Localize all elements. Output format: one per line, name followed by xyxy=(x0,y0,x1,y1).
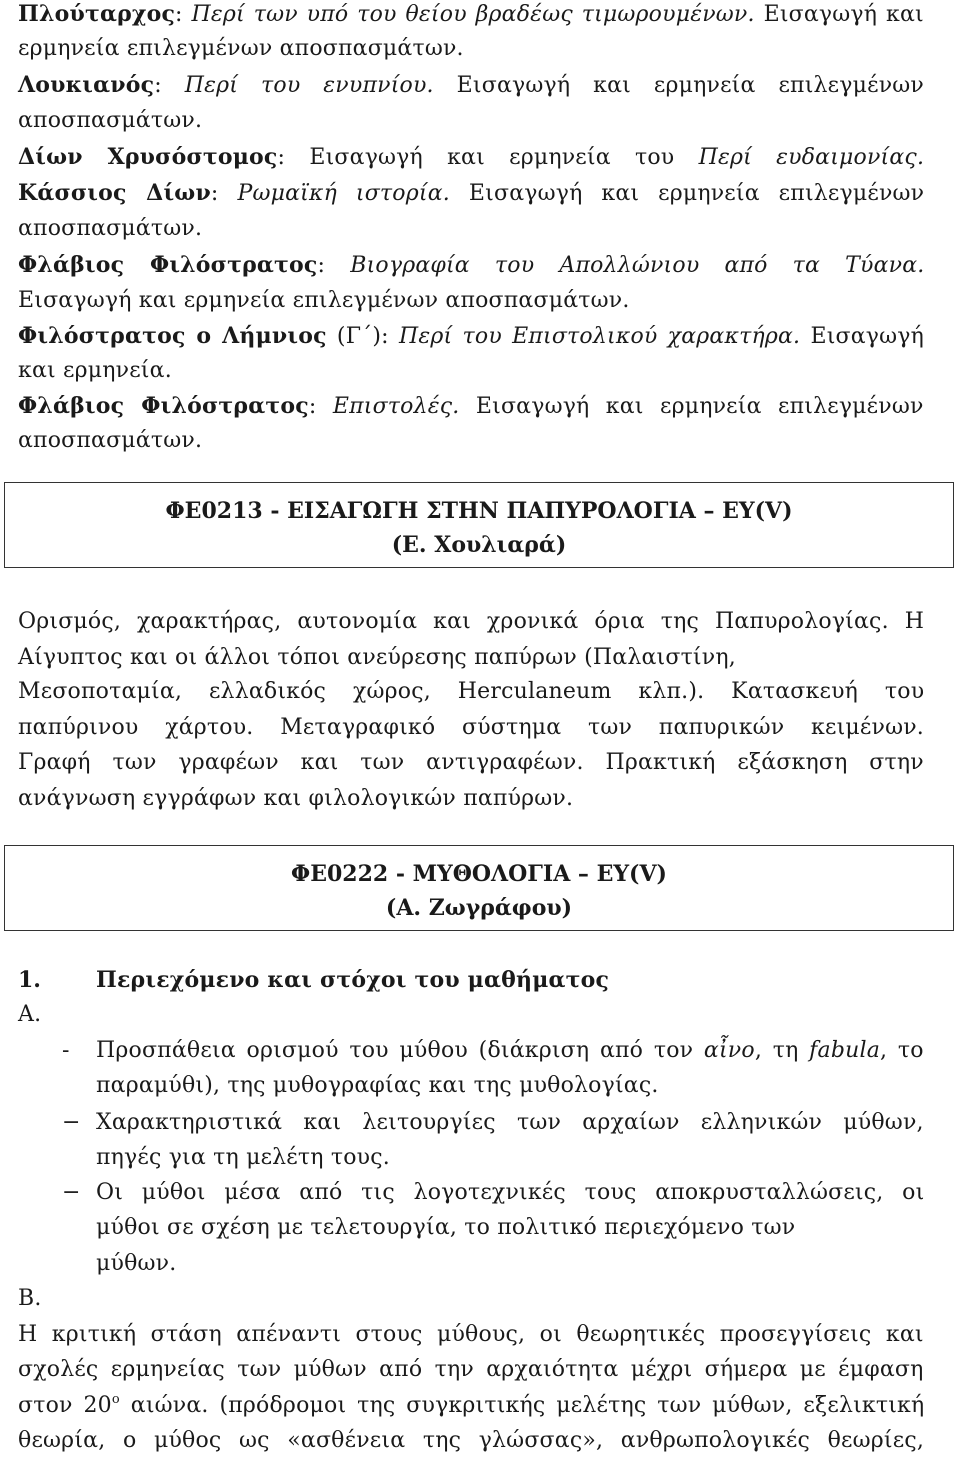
bullet-line xyxy=(96,1033,924,1069)
entry-line xyxy=(18,423,202,459)
bullet-dash: − xyxy=(62,1180,81,1205)
course-header-box xyxy=(4,482,954,568)
course-code-title: ΦΕ0213 - ΕΙΣΑΓΩΓΗ ΣΤΗΝ ΠΑΠΥΡΟΛΟΓΙΑ – ΕΥ(V) xyxy=(165,498,793,524)
course-description-line: Ορισμός, χαρακτήρας, αυτονομία και χρονικά όρια της Παπυρολογίας. Η xyxy=(18,609,925,634)
bullet-line: πηγές για τη μελέτη τους. xyxy=(96,1145,390,1170)
course-description-line: ανάγνωση εγγράφων και φιλολογικών παπύρων. xyxy=(18,786,574,811)
section-title: Περιεχόμενο και στόχοι του μαθήματος xyxy=(96,967,610,993)
ordinal-superscript: ο xyxy=(111,1392,120,1407)
entry-author: Φλάβιος Φιλόστρατος xyxy=(18,252,318,278)
course-description-line: Μεσοποταμία, ελλαδικός χώρος, Herculaneum κλπ.). Κατασκευή του xyxy=(18,679,925,704)
entry-author: Δίων Χρυσόστομος xyxy=(18,144,278,170)
paragraph-line: Η κριτική στάση απέναντι στους μύθους, οι θεωρητικές προσεγγίσεις και xyxy=(18,1322,924,1347)
entry-line xyxy=(18,103,202,139)
paragraph-text: αιώνα. (πρόδρομοι της συγκριτικής μελέτης των μύθων, εξελικτική xyxy=(119,1393,925,1418)
bullet-line: Οι μύθοι μέσα από τις λογοτεχνικές τους αποκρυσταλλώσεις, οι xyxy=(96,1180,925,1205)
paragraph-text: στον 20 xyxy=(18,1393,112,1418)
entry-author-suffix: (Γ΄) xyxy=(336,324,382,349)
course-header-box xyxy=(4,845,954,931)
entry-line: Λουκιανός: Περί του ενυπνίου. Εισαγωγή και ερμηνεία επιλεγμένων xyxy=(18,72,925,98)
bullet-text: , το xyxy=(880,1038,924,1063)
entry-line: Φλάβιος Φιλόστρατος: Επιστολές. Εισαγωγή και ερμηνεία επιλεγμένων xyxy=(18,393,924,419)
entry-description: Εισαγωγή xyxy=(810,324,925,349)
entry-author: Φιλόστρατος ο Λήμνιος xyxy=(18,323,327,349)
entry-line: Φιλόστρατος ο Λήμνιος (Γ΄): Περί του Επιστολικού χαρακτήρα. Εισαγωγή xyxy=(18,323,925,349)
bullet-line: μύθων. xyxy=(96,1251,177,1276)
entry-title: Ρωμαϊκή ιστορία. xyxy=(237,181,450,206)
entry-description: Εισαγωγή και ερμηνεία επιλεγμένων xyxy=(468,181,925,206)
entry-title: Βιογραφία του Απολλώνιου από τα Τύανα. xyxy=(350,253,925,278)
entry-line: Δίων Χρυσόστομος: Εισαγωγή και ερμηνεία του Περί ευδαιμονίας. xyxy=(18,144,925,170)
entry-description: αποσπασμάτων. xyxy=(18,428,203,453)
entry-author: Κάσσιος Δίων xyxy=(18,180,211,206)
paragraph-line: σχολές ερμηνείας των μύθων από την αρχαιότητα μέχρι σήμερα με έμφαση xyxy=(18,1357,924,1382)
bullet-text: , τη xyxy=(754,1038,810,1063)
paragraph-line: θεωρία, ο μύθος ως «ασθένεια της γλώσσας», ανθρωπολογικές θεωρίες, xyxy=(18,1428,925,1453)
bullet-italic-term: fabula xyxy=(809,1038,881,1063)
course-description-line: Αίγυπτος και οι άλλοι τόποι ανεύρεσης παπύρων (Παλαιστίνη, xyxy=(18,645,736,670)
entry-description: ερμηνεία επιλεγμένων αποσπασμάτων. xyxy=(18,36,464,61)
entry-description: Εισαγωγή και xyxy=(763,2,924,27)
course-instructor: (Α. Ζωγράφου) xyxy=(385,895,573,921)
entry-author: Φλάβιος Φιλόστρατος xyxy=(18,393,309,419)
entry-author: Λουκιανός xyxy=(18,72,155,98)
entry-author: Πλούταρχος xyxy=(18,1,176,27)
bullet-line: Χαρακτηριστικά και λειτουργίες των αρχαίων ελληνικών μύθων, xyxy=(96,1110,924,1135)
entry-description: Εισαγωγή και ερμηνεία επιλεγμένων xyxy=(475,394,924,419)
course-description-line: Γραφή των γραφέων και των αντιγραφέων. Πρακτική εξάσκηση στην xyxy=(18,750,924,775)
entry-line xyxy=(18,211,202,247)
entry-line: Πλούταρχος: Περί των υπό του θείου βραδέως τιμωρουμένων. Εισαγωγή και xyxy=(18,1,924,27)
bullet-line: παραμύθι), της μυθογραφίας και της μυθολογίας. xyxy=(96,1073,659,1098)
course-instructor: (Ε. Χουλιαρά) xyxy=(391,532,567,558)
entry-title: Επιστολές. xyxy=(332,394,460,419)
entry-line xyxy=(18,31,464,67)
entry-line: Κάσσιος Δίων: Ρωμαϊκή ιστορία. Εισαγωγή και ερμηνεία επιλεγμένων xyxy=(18,180,925,206)
entry-line xyxy=(18,283,630,319)
bullet-text: Προσπάθεια ορισμού του μύθου (διάκριση από τον xyxy=(96,1038,704,1063)
entry-line xyxy=(18,353,172,389)
bullet-dash: - xyxy=(62,1038,70,1063)
entry-description: και ερμηνεία. xyxy=(18,358,172,383)
entry-description: Εισαγωγή και ερμηνεία του xyxy=(309,145,675,170)
entry-description: Εισαγωγή και ερμηνεία επιλεγμένων αποσπασμάτων. xyxy=(18,288,630,313)
entry-description: αποσπασμάτων. xyxy=(18,108,203,133)
entry-line: Φλάβιος Φιλόστρατος: Βιογραφία του Απολλώνιου από τα Τύανα. xyxy=(18,252,925,278)
entry-title: Περί του ενυπνίου. xyxy=(184,73,434,98)
entry-title: Περί του Επιστολικού χαρακτήρα. xyxy=(398,324,801,349)
bullet-line: μύθοι σε σχέση με τελετουργία, το πολιτικό περιεχόμενο των xyxy=(96,1215,796,1240)
bullet-dash: − xyxy=(62,1110,81,1135)
entry-description: Εισαγωγή και ερμηνεία επιλεγμένων xyxy=(456,73,925,98)
entry-description: αποσπασμάτων. xyxy=(18,216,203,241)
entry-title: Περί ευδαιμονίας. xyxy=(698,145,925,170)
bullet-italic-term: αἶνο xyxy=(703,1038,755,1063)
section-number: 1. xyxy=(18,967,41,993)
entry-title: Περί των υπό του θείου βραδέως τιμωρουμένων. xyxy=(191,2,755,27)
paragraph-line xyxy=(18,1388,924,1424)
course-description-line: παπύρινου χάρτου. Μεταγραφικό σύστημα των παπυρικών κειμένων. xyxy=(18,715,924,740)
course-code-title: ΦΕ0222 - ΜΥΘΟΛΟΓΙΑ – ΕΥ(V) xyxy=(291,861,667,887)
part-label: Β. xyxy=(18,1286,42,1311)
part-label: Α. xyxy=(18,1002,42,1027)
